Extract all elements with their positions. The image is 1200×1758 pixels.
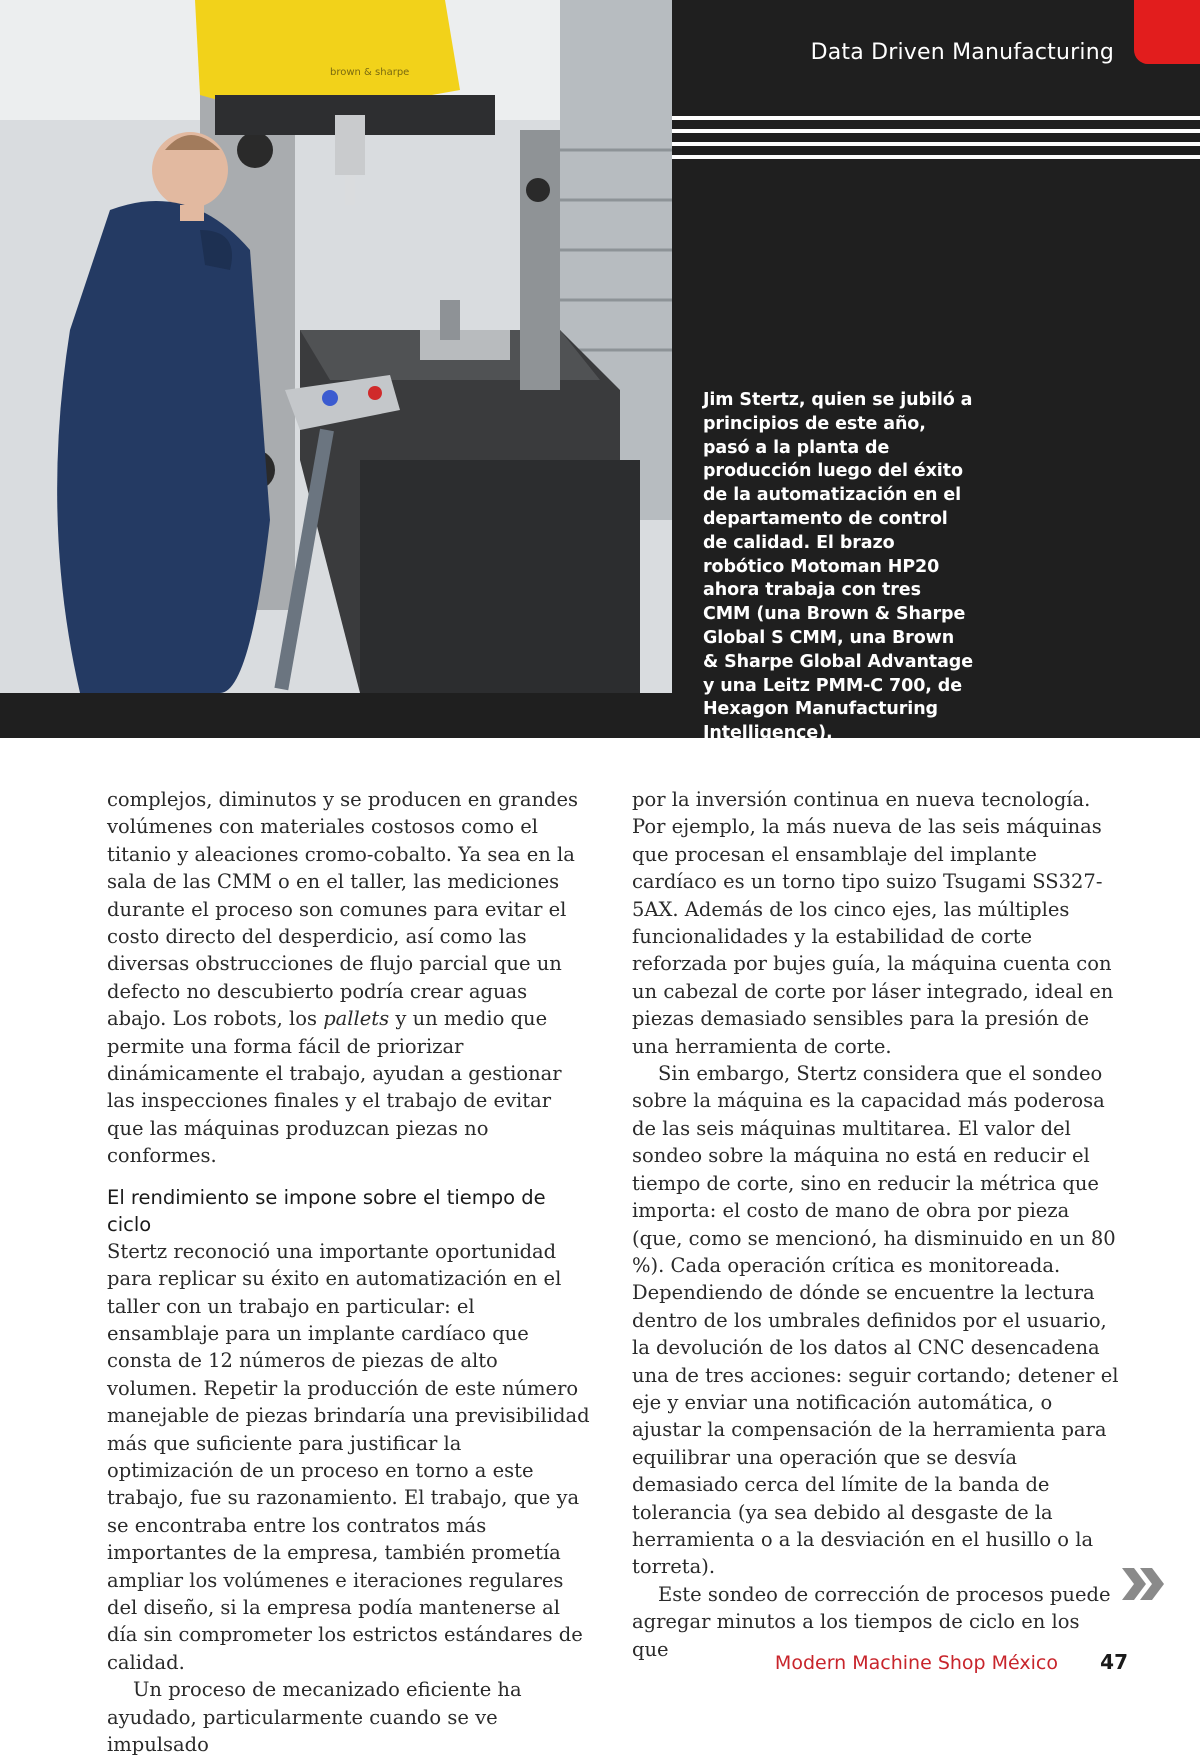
double-chevron-right-icon (1120, 1566, 1168, 1602)
decorative-stripes (672, 116, 1200, 172)
article-column-left (107, 786, 591, 1758)
italic-term: pallets (323, 1007, 390, 1031)
paragraph-text: y un medio que permite una forma fácil de priorizar dinámicamente el trabajo, ayudan a gestionar las inspecciones finales y el trabajo de evitar que las máquinas produzcan piezas no conformes. (107, 1007, 562, 1168)
paragraph: Un proceso de mecanizado eficiente ha ayudado, particularmente cuando se ve impulsado (107, 1678, 522, 1756)
paragraph: Sin embargo, Stertz considera que el sondeo sobre la máquina es la capacidad más poderosa de las seis máquinas multitarea. El valor del sondeo sobre la máquina no está en reducir el tiempo de corte, sino en reducir la métrica que importa: el costo de mano de obra por pieza (que, como se mencionó, ha disminuido en un 80 %). Cada operación crítica es monitoreada. Dependiendo de dónde se encuentre la lectura dentro de los umbrales definidos por el usuario, la devolución de los datos al CNC desencadena una de tres acciones: seguir cortando; detener el eje y enviar una notificación automática, o ajustar la compensación de la herramienta para equilibrar una operación que se desvía demasiado cerca del límite de la banda de tolerancia (ya sea debido al desgaste de la herramienta o a la desviación en el husillo o la torreta). (632, 1062, 1119, 1579)
red-corner-tab (1134, 0, 1200, 64)
paragraph: por la inversión continua en nueva tecnología. Por ejemplo, la más nueva de las seis máquinas que procesan el ensamblaje del implante cardíaco es un torno tipo suizo Tsugami SS327-5AX. Además de los cinco ejes, las múltiples funcionalidades y la estabilidad de corte reforzada por bujes guía, la máquina cuenta con un cabezal de corte por láser integrado, ideal en piezas demasiado sensibles para la presión de una herramienta de corte. (632, 788, 1114, 1058)
page-number: 47 (1100, 1650, 1128, 1674)
paragraph (107, 786, 591, 1170)
section-title: Data Driven Manufacturing (810, 40, 1114, 65)
photo-illustration (0, 0, 672, 693)
paragraph-text: complejos, diminutos y se producen en grandes volúmenes con materiales costosos como el titanio y aleaciones cromo-cobalto. Ya sea en la sala de las CMM o en el taller, las mediciones durante el proceso son comunes para evitar el costo directo del desperdicio, así como las diversas obstrucciones de flujo parcial que un defecto no descubierto podría crear aguas abajo. Los robots, los (107, 788, 579, 1031)
cmm-lab-photo (0, 0, 672, 693)
paragraph: Stertz reconoció una importante oportunidad para replicar su éxito en automatización en el taller con un trabajo en particular: el ensamblaje para un implante cardíaco que consta de 12 números de piezas de alto volumen. Repetir la producción de este número manejable de piezas brindaría una previsibilidad más que suficiente para justificar la optimización de un proceso en torno a este trabajo, fue su razonamiento. El trabajo, que ya se encontraba entre los contratos más importantes de la empresa, también prometía ampliar los volúmenes e iteraciones regulares del diseño, si la empresa podía mantenerse al día sin comprometer los estrictos estándares de calidad. (107, 1239, 590, 1674)
magazine-name: Modern Machine Shop México (774, 1652, 1058, 1674)
machine-brand-label: brown & sharpe (330, 67, 410, 78)
paragraph: Este sondeo de corrección de procesos puede agregar minutos a los tiempos de ciclo en los que (632, 1582, 1111, 1661)
photo-caption: Jim Stertz, quien se jubiló a principios de este año, pasó a la planta de producción luego del éxito de la automatización en el departamento de control de calidad. El brazo robótico Motoman HP20 ahora trabaja con tres CMM (una Brown & Sharpe Global S CMM, una Brown & Sharpe Global Advantage y una Leitz PMM-C 700, de Hexagon Manufacturing Intelligence). (703, 390, 973, 744)
article-column-right (632, 786, 1122, 1663)
section-subheading: El rendimiento se impone sobre el tiempo de ciclo (107, 1185, 546, 1236)
